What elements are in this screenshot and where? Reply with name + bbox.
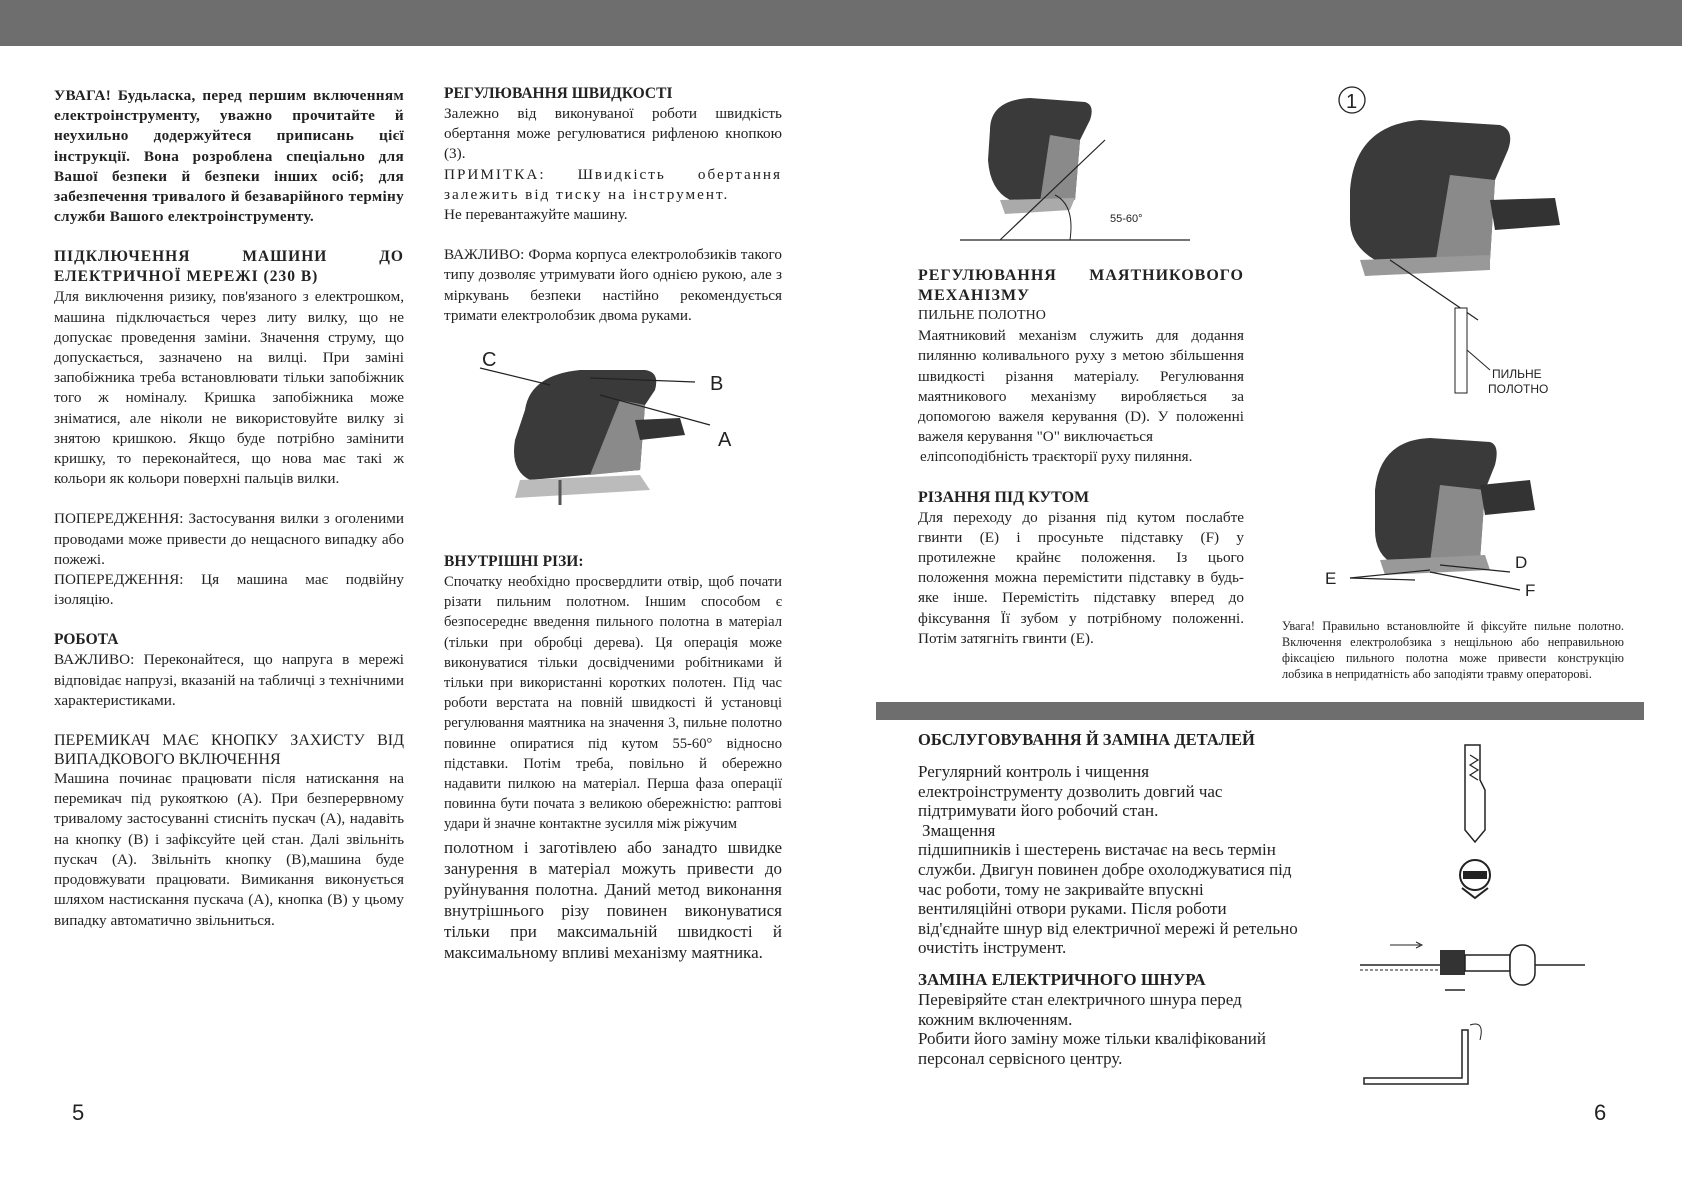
service-text-2: підшипників і шестерень вистачає на весь термін служби. Двигун повинен добре охолоджуватися під час роботи, тому не закривайте впускні вентиляційні отвори руками. Після роботи від'єднайте шнур від електричної мережі й ретельно очистіть інструмент. <box>918 840 1298 958</box>
pendulum-title: РЕГУЛЮВАННЯ МАЯТНИКОВОГО МЕХАНІЗМУ <box>918 267 1244 304</box>
connection-text: Для виключення ризику, пов'язаного з електрошком, машина підключається через литу вилку, що не допускає проведення заміни. Значення струму, що допускається, зазначено на вилці. При заміні запобіжника треба встановлювати тільки запобіжник того ж номіналу. Кришка запобіжника може зніматися, але ніколи не використовуйте вилку зі знятою кришкою. Якщо буде потрібно замінити кришку, то переконайтеся, що нова має такі ж кольори як кольори поверхні пальців вилки. <box>54 288 404 488</box>
inner-cuts-text-2: полотном і заготівлею або занадто швидке занурення в матеріал можуть привести до руйнування полотна. Даний метод виконання внутрішнього різу повинен виконуватися тільки при максимальній швидкості й максимальному впливі механізму маятника. <box>444 837 782 962</box>
column-2 <box>444 84 782 326</box>
speed-note-2: Не перевантажуйте машину. <box>444 206 628 224</box>
speed-text: Залежно від виконуваної роботи швидкість обертання може регулюватися рифленою кнопкою (3). <box>444 105 782 163</box>
work-text: ВАЖЛИВО: Переконайтеся, що напруга в мережі відповідає напрузі, вказаній на табличці з технічними характеристиками. <box>54 651 404 709</box>
blade-label-1: ПИЛЬНЕ <box>1492 367 1542 381</box>
label-f: F <box>1525 581 1536 600</box>
section-divider <box>876 702 1644 720</box>
bevel-text: Для переходу до різання під кутом послабте гвинти (Е) і просуньте підставку (F) у протилежне крайнє положення. Із цього положення можна перемістити підставку в будь-яке інше. Перемістіть підставку вперед до фіксування Її зубом у потрібному положенні. Потім затягніть гвинти (Е). <box>918 508 1244 647</box>
label-e: E <box>1325 569 1337 588</box>
pendulum-subtitle: ПИЛЬНЕ ПОЛОТНО <box>918 308 1046 323</box>
label-c: C <box>482 350 497 371</box>
work-title: РОБОТА <box>54 631 119 649</box>
blade-caption: Увага! Правильно встановлюйте й фіксуйте пильне полотно. Включення електролобзика з нещільною або неправильною фіксацією пильного полотна може привести конструкцію лобзика в непридатність або заподіяти травму операторові. <box>1282 619 1624 682</box>
saw-blade-icon <box>1465 745 1485 842</box>
cord-title: ЗАМІНА ЕЛЕКТРИЧНОГО ШНУРА <box>918 969 1206 989</box>
column-3 <box>918 266 1244 649</box>
service-text-1: Регулярний контроль і чищення електроінструменту дозволить довгий час підтримувати його робочий стан. <box>918 762 1223 821</box>
jigsaw-def-figure <box>1320 430 1600 600</box>
pendulum-text-2: еліпсоподібність траєкторії руху пиляння. <box>920 448 1193 466</box>
bevel-title: РІЗАННЯ ПІД КУТОМ <box>918 488 1090 506</box>
angle-label: 55-60° <box>1110 213 1143 225</box>
label-b: B <box>710 373 724 395</box>
blade-clamp-icon <box>1360 942 1585 990</box>
page-number-left: 5 <box>72 1100 85 1125</box>
blade-label-2: ПОЛОТНО <box>1488 382 1549 396</box>
warning-2: ПОПЕРЕДЖЕННЯ: Ця машина має подвійну ізоляцію. <box>54 571 404 609</box>
switch-title: ПЕРЕМИКАЧ МАЄ КНОПКУ ЗАХИСТУ ВІД ВИПАДКОВОГО ВКЛЮЧЕННЯ <box>54 732 404 769</box>
blade-figure <box>1330 80 1590 410</box>
warning-paragraph: УВАГА! Будьласка, перед першим включенням електроінструменту, уважно прочитайте й неухильно додержуйтеся приписань цієї інструкції. Вона розроблена спеціально для Вашої безпеки й безпеки інших осіб; для забезпечення тривалого й безаварійного терміну служби Вашого електроінструменту. <box>54 87 404 226</box>
service-section <box>918 730 1298 1068</box>
speed-note: ПРИМІТКА: Швидкість обертання залежить від тиску на інструмент. <box>444 165 782 203</box>
top-header-bar <box>0 0 1682 46</box>
label-d: D <box>1515 553 1528 572</box>
connection-title: ПІДКЛЮЧЕННЯ МАШИНИ ДО ЕЛЕКТРИЧНОЇ МЕРЕЖІ (230 В) <box>54 248 404 286</box>
cord-text-2: Робити його заміну може тільки кваліфікований персонал сервісного центру. <box>918 1029 1266 1068</box>
inner-cuts-title: ВНУТРІШНІ РІЗИ: <box>444 553 584 570</box>
label-a: A <box>718 429 732 451</box>
service-tools-figure <box>1350 740 1590 1090</box>
pendulum-text: Маятниковий механізм служить для додання пилянню коливального руху з метою збільшення швидкості різання матеріалу. Регулювання маятникового механізму виробляється за допомогою важеля керування (D). У положенні важеля керування "О" виключається <box>918 327 1244 446</box>
page-number-right: 6 <box>1594 1100 1607 1125</box>
inner-cuts-text-1: Спочатку необхідно просвердлити отвір, щоб почати різати пильним полотном. Іншим способом є безпосереднє введення пильного полотна в матеріал (тільки при обробці дерева). Ця операція може виконуватися тільки досвідченими робітниками й тільки при використанні коротких полотен. Під час роботи верстата на повній швидкості й установці регулювання маятника на значення 3, пильне полотно повинне опиратися під кутом 55-60° відносно підставки. Потім треба, повільно й обережно надавити пилкою на матеріал. Перша фаза операції повинна бути початa з великою обережністю: раптові удари й значне контактне зусилля між ріжучим <box>444 574 782 833</box>
lubrication-label: Змащення <box>922 820 996 840</box>
column-2-lower <box>444 552 782 963</box>
switch-text: Машина починає працювати після натискання на перемикач під рукояткою (А). При безперервному тривалому застосуванні стисніть пускач (А), надавіть на кнопку (В) і зафіксуйте цей стан. Далі звільніть пускач (А). Звільніть кнопку (В),машина буде продовжувати працювати. Вимикання виконується шляхом настискання пускача (А), кнопка (В) у цьому випадку автоматично звільниться. <box>54 770 404 929</box>
jigsaw-angle-figure <box>960 90 1210 250</box>
speed-title: РЕГУЛЮВАННЯ ШВИДКОСТІ <box>444 85 673 102</box>
warning-1: ПОПЕРЕДЖЕННЯ: Застосування вилки з оголеними проводами може привести до нещасного випадку або пожежі. <box>54 510 404 568</box>
jigsaw-figure-abc <box>470 350 770 550</box>
figure-number: 1 <box>1346 91 1358 113</box>
service-title: ОБСЛУГОВУВАННЯ Й ЗАМІНА ДЕТАЛЕЙ <box>918 730 1255 749</box>
hex-key-icon <box>1364 1030 1468 1084</box>
column-1 <box>54 86 404 931</box>
cord-text-1: Перевіряйте стан електричного шнура перед кожним включенням. <box>918 989 1242 1029</box>
important-paragraph: ВАЖЛИВО: Форма корпуса електролобзиків такого типу дозволяє утримувати його однією рукою, але з міркувань безпеки настійно рекомендується тримати електролобзик двома руками. <box>444 246 782 324</box>
